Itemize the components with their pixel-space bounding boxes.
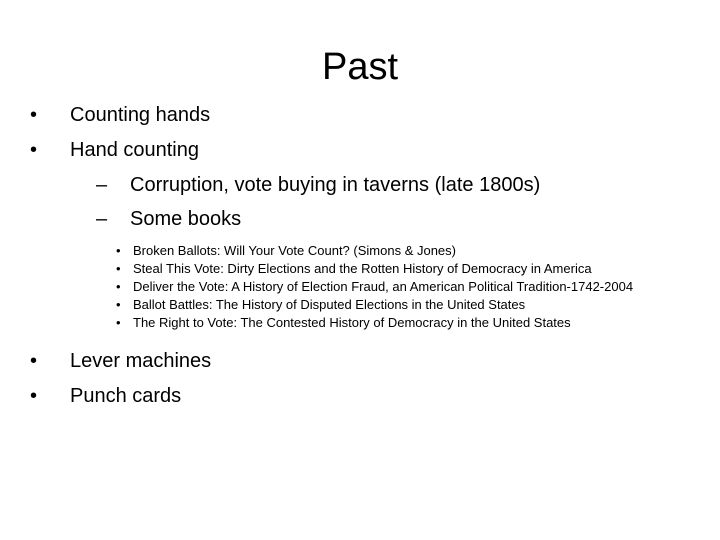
- list-item: [26, 344, 696, 379]
- bullet-icon: •: [116, 261, 121, 276]
- book-title: The Right to Vote: The Contested History of Democracy in the United States: [133, 315, 571, 330]
- list-item-text: Counting hands: [70, 104, 211, 126]
- bullet-list-bottom: [26, 344, 696, 414]
- book-item: [26, 260, 696, 278]
- book-item: [26, 242, 696, 260]
- book-title: Broken Ballots: Will Your Vote Count? (Simons & Jones): [133, 243, 456, 258]
- list-item: [26, 133, 696, 168]
- sub-list-item-text: Corruption, vote buying in taverns (late 1800s): [130, 174, 541, 196]
- bullet-icon: •: [30, 385, 38, 407]
- sub-list-item: [26, 168, 696, 202]
- book-title: Deliver the Vote: A History of Election Fraud, an American Political Tradition-1742-2004: [133, 279, 634, 294]
- book-item: [26, 296, 696, 314]
- sub-bullet-list: [26, 168, 696, 236]
- slide-title: Past: [321, 46, 399, 88]
- bullet-list: [26, 98, 696, 168]
- dash-icon: –: [96, 174, 108, 196]
- list-item: [26, 98, 696, 133]
- list-item-text: Hand counting: [70, 139, 199, 161]
- bullet-icon: •: [30, 139, 38, 161]
- bullet-icon: •: [116, 243, 121, 258]
- bullet-icon: •: [116, 315, 121, 330]
- book-list: [26, 242, 696, 332]
- sub-list-item-text: Some books: [130, 208, 242, 230]
- book-title: Steal This Vote: Dirty Elections and the Rotten History of Democracy in America: [133, 261, 592, 276]
- dash-icon: –: [96, 208, 108, 230]
- book-item: [26, 278, 696, 296]
- bullet-icon: •: [30, 350, 38, 372]
- slide-content: [26, 98, 696, 414]
- bullet-icon: •: [30, 104, 38, 126]
- list-item-text: Lever machines: [70, 350, 212, 372]
- bullet-icon: •: [116, 297, 121, 312]
- list-item-text: Punch cards: [70, 385, 182, 407]
- sub-list-item: [26, 202, 696, 236]
- book-item: [26, 314, 696, 332]
- list-item: [26, 379, 696, 414]
- book-title: Ballot Battles: The History of Disputed Elections in the United States: [133, 297, 526, 312]
- bullet-icon: •: [116, 279, 121, 294]
